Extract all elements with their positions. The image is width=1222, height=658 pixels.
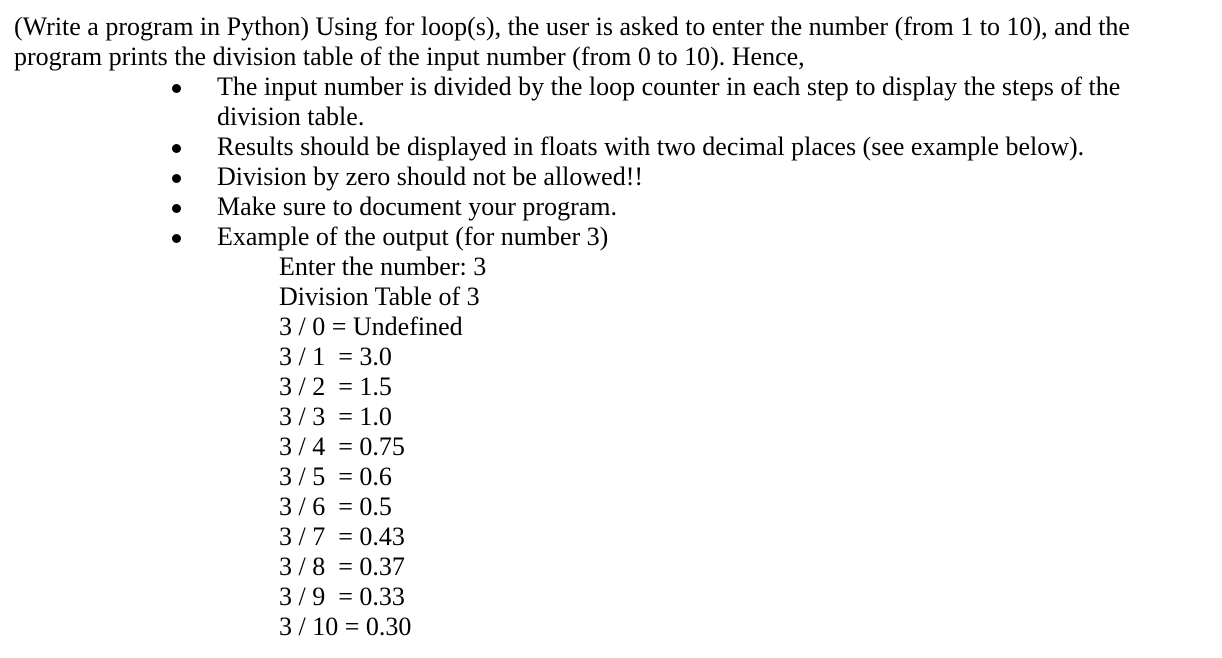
bullet-icon <box>172 144 181 153</box>
row-equals: = <box>338 492 353 521</box>
requirement-text: Make sure to document your program. <box>217 192 618 221</box>
requirement-item <box>0 162 1177 192</box>
table-row <box>279 342 486 372</box>
bullet-icon <box>172 234 181 243</box>
row-expression: 3 / 8 <box>279 552 326 581</box>
table-row <box>279 312 486 342</box>
row-equals: = <box>338 582 353 611</box>
row-expression: 3 / 0 <box>279 312 326 341</box>
row-result: 0.5 <box>359 492 392 521</box>
intro-paragraph: (Write a program in Python) Using for loop(s), the user is asked to enter the number (from 1 to 10), and the program prints the division table of the input number (from 0 to 10). Hence, <box>14 12 1130 71</box>
requirement-text: The input number is divided by the loop counter in each step to display the steps of the division table. <box>217 72 1121 131</box>
example-prompt: Enter the number: 3 <box>279 252 487 281</box>
row-result: 0.30 <box>365 612 412 641</box>
row-expression: 3 / 6 <box>279 492 326 521</box>
requirement-text: Example of the output (for number 3) <box>217 222 609 251</box>
row-equals: = <box>338 552 353 581</box>
example-output <box>279 252 486 642</box>
table-row <box>279 432 486 462</box>
row-equals: = <box>338 372 353 401</box>
row-expression: 3 / 10 <box>279 612 339 641</box>
row-equals: = <box>338 522 353 551</box>
requirements-list <box>0 72 1222 252</box>
row-equals: = <box>338 462 353 491</box>
requirement-text: Division by zero should not be allowed!! <box>217 162 644 191</box>
row-result: 0.33 <box>359 582 405 611</box>
row-equals: = <box>331 312 347 341</box>
table-row <box>279 402 486 432</box>
row-equals: = <box>344 612 360 641</box>
row-expression: 3 / 1 <box>279 342 326 371</box>
requirement-item <box>0 222 1177 252</box>
row-result: 1.0 <box>359 402 392 431</box>
row-expression: 3 / 3 <box>279 402 326 431</box>
example-heading: Division Table of 3 <box>279 282 480 311</box>
row-expression: 3 / 7 <box>279 522 326 551</box>
table-row <box>279 522 486 552</box>
table-row <box>279 462 486 492</box>
row-result: 1.5 <box>359 372 392 401</box>
row-result: 3.0 <box>359 342 392 371</box>
requirement-item <box>0 72 1177 132</box>
row-result: 0.43 <box>359 522 405 551</box>
table-row <box>279 552 486 582</box>
row-result: Undefined <box>352 312 463 341</box>
requirement-item <box>0 132 1177 162</box>
table-row <box>279 582 486 612</box>
row-result: 0.37 <box>359 552 405 581</box>
requirement-item <box>0 192 1177 222</box>
row-expression: 3 / 2 <box>279 372 326 401</box>
bullet-icon <box>172 204 181 213</box>
table-row <box>279 492 486 522</box>
row-result: 0.6 <box>359 462 392 491</box>
row-expression: 3 / 4 <box>279 432 326 461</box>
table-row <box>279 372 486 402</box>
row-equals: = <box>338 342 353 371</box>
row-equals: = <box>338 402 353 431</box>
table-row <box>279 612 486 642</box>
bullet-icon <box>172 84 181 93</box>
bullet-icon <box>172 174 181 183</box>
row-result: 0.75 <box>359 432 405 461</box>
requirement-text: Results should be displayed in floats with two decimal places (see example below). <box>217 132 1085 161</box>
row-equals: = <box>338 432 353 461</box>
division-table <box>279 312 486 642</box>
row-expression: 3 / 5 <box>279 462 326 491</box>
row-expression: 3 / 9 <box>279 582 326 611</box>
